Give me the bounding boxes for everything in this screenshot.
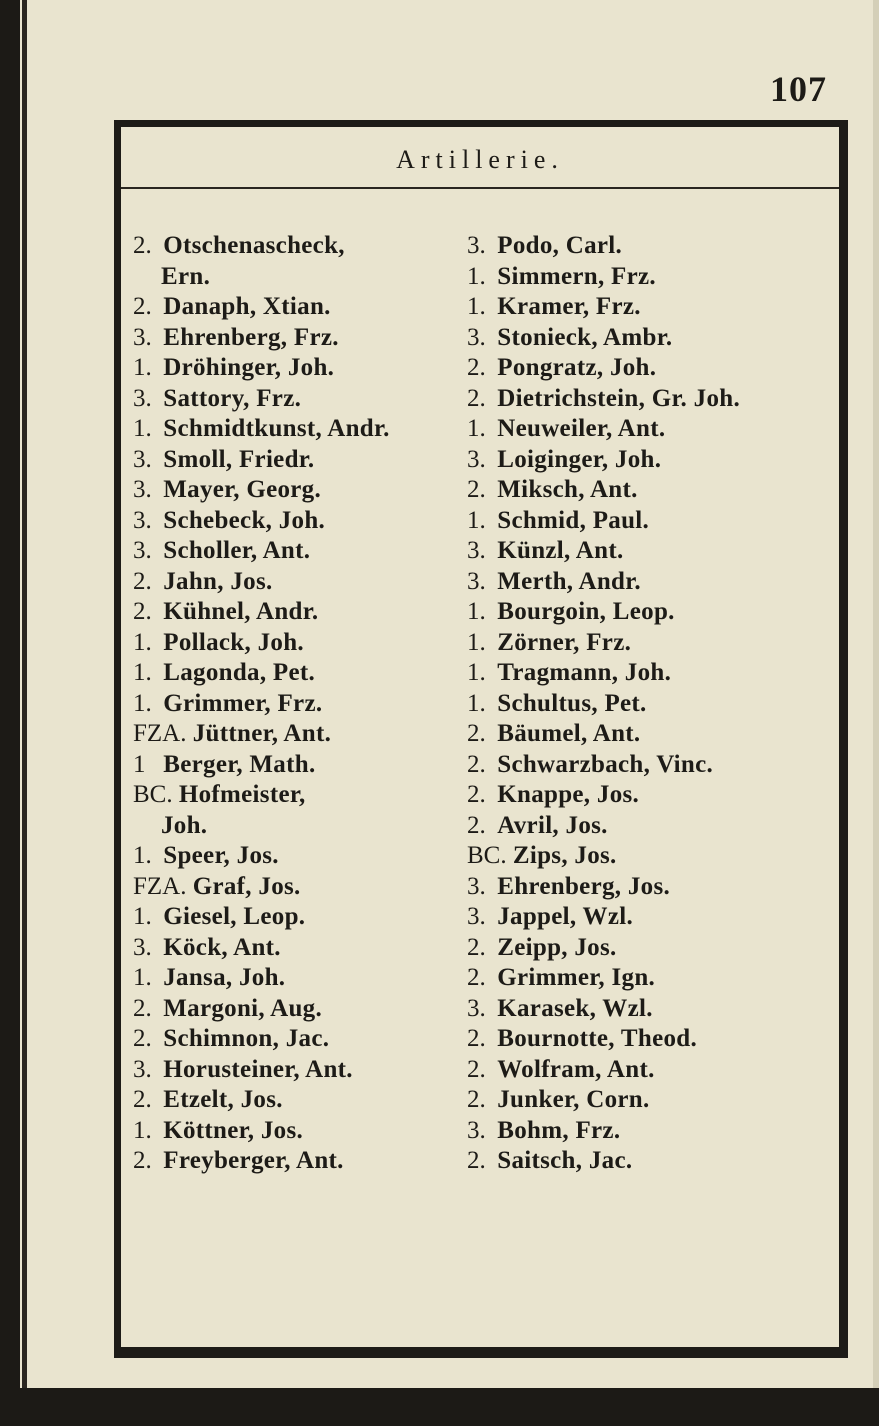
list-item — [133, 841, 473, 872]
entry-rank: 3. — [133, 476, 152, 503]
entry-rank: 3. — [133, 506, 152, 534]
list-item — [467, 1055, 842, 1086]
entry-rank: 2. — [467, 964, 486, 991]
entry-rank: 1. — [133, 689, 152, 717]
section-frame — [114, 120, 848, 1358]
entry-name: Stonieck, Ambr. — [497, 323, 673, 351]
entry-rank: 1. — [133, 964, 152, 991]
entry-name: Dietrichstein, Gr. Joh. — [497, 384, 741, 412]
entry-rank: 1 — [133, 750, 146, 778]
entry-rank: 1. — [133, 903, 152, 930]
list-item — [133, 506, 473, 537]
entry-name: Ehrenberg, Frz. — [163, 323, 339, 351]
entry-name: Podo, Carl. — [497, 232, 623, 259]
entry-rank: 2. — [467, 476, 486, 503]
list-item — [133, 902, 473, 933]
list-item — [467, 1116, 842, 1147]
list-item — [467, 506, 842, 537]
entry-rank: 3. — [133, 445, 152, 473]
list-item — [133, 963, 473, 994]
entry-rank: 1. — [467, 628, 486, 656]
entry-rank: 1. — [467, 506, 486, 534]
list-item — [133, 353, 473, 384]
list-item — [467, 872, 842, 903]
entry-name: Berger, Math. — [163, 750, 316, 778]
entry-name: Pongratz, Joh. — [497, 354, 657, 381]
entry-rank: 3. — [467, 994, 486, 1022]
entry-rank: 3. — [133, 384, 152, 412]
list-item — [133, 750, 473, 781]
page-gutter — [0, 0, 20, 1426]
entry-name: Zörner, Frz. — [497, 628, 632, 656]
list-item — [467, 902, 842, 933]
list-item — [133, 1116, 473, 1147]
entry-name: Graf, Jos. — [192, 872, 301, 900]
entry-name: Bäumel, Ant. — [497, 720, 641, 747]
list-item — [467, 414, 842, 445]
entry-name: Köck, Ant. — [163, 933, 281, 961]
list-item — [133, 628, 473, 659]
entry-rank: 1. — [133, 659, 152, 686]
entry-name: Ehrenberg, Jos. — [497, 872, 671, 900]
entry-rank: 1. — [133, 842, 152, 869]
entry-name: Joh. — [161, 811, 208, 839]
entry-name: Pollack, Joh. — [163, 628, 304, 656]
entry-rank: FZA. — [133, 872, 187, 900]
entry-name: Smoll, Friedr. — [163, 445, 315, 473]
entry-name: Avril, Jos. — [497, 811, 608, 839]
list-item — [467, 231, 842, 262]
entry-rank: 3. — [467, 1116, 486, 1144]
entry-name: Jahn, Jos. — [163, 567, 273, 595]
entry-name: Grimmer, Ign. — [497, 964, 656, 991]
list-item — [133, 1085, 473, 1116]
list-item — [467, 384, 842, 415]
list-item — [133, 872, 473, 903]
entry-rank: 1. — [467, 689, 486, 717]
entry-rank: 3. — [467, 445, 486, 473]
entry-rank: 3. — [133, 537, 152, 564]
entry-rank: 2. — [133, 293, 152, 320]
entry-rank: 3. — [467, 567, 486, 595]
list-item — [133, 292, 473, 323]
entry-name: Jappel, Wzl. — [497, 903, 634, 930]
list-item — [133, 262, 473, 293]
list-item — [133, 994, 473, 1025]
entry-rank: 2. — [467, 1147, 486, 1174]
list-item — [467, 597, 842, 628]
entry-rank: 1. — [467, 659, 486, 686]
entry-name: Schmidtkunst, Andr. — [163, 415, 390, 442]
list-item — [467, 1024, 842, 1055]
entry-name: Schultus, Pet. — [497, 689, 647, 717]
list-item — [467, 628, 842, 659]
entry-rank: 2. — [133, 1147, 152, 1174]
list-item — [467, 963, 842, 994]
entry-rank: 2. — [467, 384, 486, 412]
list-item — [133, 231, 473, 262]
entry-name: Hofmeister, — [178, 781, 306, 808]
list-item — [133, 658, 473, 689]
entry-name: Köttner, Jos. — [163, 1116, 304, 1144]
gutter-rule — [22, 0, 27, 1426]
list-item — [133, 445, 473, 476]
list-item — [467, 262, 842, 293]
list-item — [133, 1024, 473, 1055]
list-item — [467, 292, 842, 323]
entry-name: Bournotte, Theod. — [497, 1025, 698, 1052]
entry-rank: 1. — [133, 354, 152, 381]
entry-name: Tragmann, Joh. — [497, 659, 672, 686]
entry-name: Danaph, Xtian. — [163, 293, 331, 320]
entry-rank: 1. — [133, 1116, 152, 1144]
entry-name: Otschenascheck, — [163, 232, 345, 259]
entry-name: Miksch, Ant. — [497, 476, 638, 503]
entry-name: Giesel, Leop. — [163, 903, 306, 930]
entry-rank: 3. — [467, 903, 486, 930]
right-column — [467, 231, 842, 1177]
entry-name: Etzelt, Jos. — [163, 1086, 283, 1113]
entry-rank: 2. — [467, 750, 486, 778]
entry-name: Schebeck, Joh. — [163, 506, 326, 534]
list-item — [133, 933, 473, 964]
entry-rank: 2. — [133, 598, 152, 625]
list-item — [133, 323, 473, 354]
list-item — [467, 780, 842, 811]
list-item — [133, 719, 473, 750]
section-title: Artillerie. — [396, 145, 564, 174]
list-item — [467, 689, 842, 720]
list-item — [467, 567, 842, 598]
entry-name: Mayer, Georg. — [163, 476, 322, 503]
entry-name: Zips, Jos. — [512, 842, 617, 869]
list-item — [467, 658, 842, 689]
entry-name: Jansa, Joh. — [163, 964, 286, 991]
entry-name: Merth, Andr. — [497, 567, 641, 595]
entry-rank: 1. — [467, 262, 486, 290]
entry-name: Simmern, Frz. — [497, 262, 656, 290]
entry-rank: 2. — [467, 354, 486, 381]
entry-rank: 1. — [467, 415, 486, 442]
list-item — [133, 567, 473, 598]
entry-rank: 3. — [467, 232, 486, 259]
entry-rank: 2. — [467, 933, 486, 961]
entry-rank: 2. — [133, 1025, 152, 1052]
list-item — [133, 384, 473, 415]
list-item — [133, 689, 473, 720]
entry-rank: 1. — [467, 598, 486, 625]
page-bottom-edge — [0, 1388, 879, 1426]
list-item — [133, 475, 473, 506]
list-item — [133, 1146, 473, 1177]
entry-name: Schmid, Paul. — [497, 506, 650, 534]
entry-name: Loiginger, Joh. — [497, 445, 662, 473]
list-item — [467, 750, 842, 781]
entry-name: Sattory, Frz. — [163, 384, 302, 412]
list-item — [133, 811, 473, 842]
list-item — [467, 323, 842, 354]
entry-name: Knappe, Jos. — [497, 781, 640, 808]
entry-name: Speer, Jos. — [163, 842, 279, 869]
list-item — [133, 1055, 473, 1086]
list-item — [467, 445, 842, 476]
entry-name: Bourgoin, Leop. — [497, 598, 675, 625]
entry-name: Schimnon, Jac. — [163, 1025, 330, 1052]
title-divider — [121, 187, 839, 189]
entry-rank: 3. — [133, 933, 152, 961]
entry-rank: 2. — [467, 811, 486, 839]
entry-rank: 3. — [133, 323, 152, 351]
entry-name: Schwarzbach, Vinc. — [497, 750, 714, 778]
entry-rank: 2. — [133, 567, 152, 595]
entry-name: Dröhinger, Joh. — [163, 354, 335, 381]
list-item — [467, 353, 842, 384]
list-item — [467, 841, 842, 872]
entry-name: Ern. — [161, 262, 211, 290]
entry-name: Lagonda, Pet. — [163, 659, 316, 686]
entry-rank: 1. — [133, 415, 152, 442]
entry-rank: 2. — [467, 1055, 486, 1083]
entry-rank: 2. — [467, 1086, 486, 1113]
entry-name: Künzl, Ant. — [497, 537, 624, 564]
list-item — [133, 414, 473, 445]
entry-rank: 2. — [467, 1025, 486, 1052]
list-item — [467, 811, 842, 842]
entry-name: Scholler, Ant. — [163, 537, 311, 564]
entry-rank: 3. — [467, 323, 486, 351]
entry-rank: 3. — [467, 872, 486, 900]
list-item — [133, 597, 473, 628]
entry-name: Kramer, Frz. — [497, 293, 641, 320]
entry-rank: BC. — [467, 842, 507, 869]
entry-name: Karasek, Wzl. — [497, 994, 653, 1022]
entry-rank: 2. — [133, 994, 152, 1022]
entry-rank: 3. — [467, 537, 486, 564]
entry-name: Bohm, Frz. — [497, 1116, 621, 1144]
list-item — [467, 1146, 842, 1177]
entry-name: Margoni, Aug. — [163, 994, 323, 1022]
list-item — [467, 994, 842, 1025]
list-item — [467, 719, 842, 750]
list-item — [467, 933, 842, 964]
entry-rank: 1. — [133, 628, 152, 656]
page-number: 107 — [770, 69, 827, 109]
entry-name: Grimmer, Frz. — [163, 689, 323, 717]
list-item — [467, 536, 842, 567]
list-item — [467, 475, 842, 506]
list-item — [467, 1085, 842, 1116]
entry-name: Freyberger, Ant. — [163, 1147, 344, 1174]
entry-rank: BC. — [133, 781, 173, 808]
entry-rank: 2. — [133, 232, 152, 259]
entry-rank: 2. — [467, 720, 486, 747]
list-item — [133, 536, 473, 567]
entry-rank: 3. — [133, 1055, 152, 1083]
entry-name: Kühnel, Andr. — [163, 598, 319, 625]
entry-name: Junker, Corn. — [497, 1086, 650, 1113]
entry-name: Jüttner, Ant. — [192, 720, 332, 747]
list-item — [133, 780, 473, 811]
entry-name: Horusteiner, Ant. — [163, 1055, 353, 1083]
entry-rank: 2. — [133, 1086, 152, 1113]
entry-name: Wolfram, Ant. — [497, 1055, 655, 1083]
entry-rank: FZA. — [133, 720, 187, 747]
entry-rank: 2. — [467, 781, 486, 808]
entry-name: Zeipp, Jos. — [497, 933, 617, 961]
entry-rank: 1. — [467, 293, 486, 320]
left-column — [133, 231, 473, 1177]
entry-name: Neuweiler, Ant. — [497, 415, 666, 442]
entry-name: Saitsch, Jac. — [497, 1147, 633, 1174]
